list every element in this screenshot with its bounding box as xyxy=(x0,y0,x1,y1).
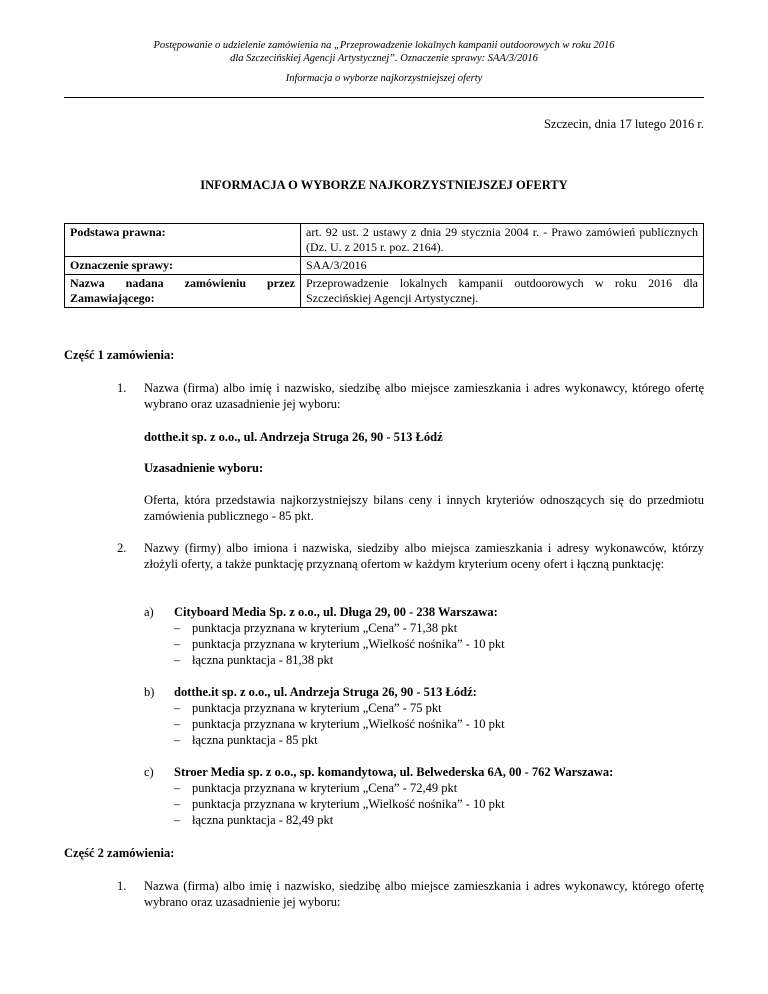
dash-bullet: – xyxy=(174,781,181,795)
item-text: Nazwa (firma) albo imię i nazwisko, siedzibę albo miejsce zamieszkania i adres wykonawcy, którego ofertę wybrano oraz uzasadnienie jej wyboru: xyxy=(144,381,704,411)
bidder-name: dotthe.it sp. z o.o., ul. Andrzeja Struga 26, 90 - 513 Łódź: xyxy=(174,685,477,699)
dash-bullet: – xyxy=(174,813,181,827)
dash-bullet: – xyxy=(174,717,181,731)
dash-bullet: – xyxy=(174,653,181,667)
bidder-letter: b) xyxy=(144,685,155,699)
dash-bullet: – xyxy=(174,637,181,651)
header-line-2: dla Szczecińskiej Agencji Artystycznej”. Oznaczenie sprawy: SAA/3/2016 xyxy=(230,53,538,64)
place-date: Szczecin, dnia 17 lutego 2016 r. xyxy=(543,117,704,131)
part-1-title: Część 1 zamówienia: xyxy=(64,348,175,362)
item-text: Nazwy (firmy) albo imiona i nazwiska, siedziby albo miejsca zamieszkania i adresy wykonawców, którzy złożyli oferty, a także punktację przyznaną ofertom w każdym kryterium oceny ofert i łączną punktację: xyxy=(144,541,704,571)
list-item: – punktacja przyznana w kryterium „Cena” - 75 pkt xyxy=(174,701,442,715)
item-number: 2. xyxy=(117,541,127,555)
document-header xyxy=(64,39,704,85)
list-item: – łączna punktacja - 85 pkt xyxy=(174,733,318,747)
dash-bullet: – xyxy=(174,701,181,715)
list-item: – punktacja przyznana w kryterium „Cena” - 71,38 pkt xyxy=(174,621,458,635)
list-item: – punktacja przyznana w kryterium „Cena” - 72,49 pkt xyxy=(174,781,458,795)
item-number: 1. xyxy=(117,879,127,893)
basis-label: Podstawa prawna: xyxy=(65,224,301,257)
dash-bullet: – xyxy=(174,621,181,635)
part-2-title: Część 2 zamówienia: xyxy=(64,846,175,860)
bidder-letter: a) xyxy=(144,605,154,619)
list-item: – łączna punktacja - 81,38 pkt xyxy=(174,653,334,667)
dash-bullet: – xyxy=(174,733,181,747)
name-value: Przeprowadzenie lokalnych kampanii outdoorowych w roku 2016 dla Szczecińskiej Agencji Artystycznej. xyxy=(301,275,704,308)
list-item: – punktacja przyznana w kryterium „Wielkość nośnika” - 10 pkt xyxy=(174,717,505,731)
name-label: Nazwa nadana zamówieniu przez Zamawiającego: xyxy=(65,275,301,308)
basis-value: art. 92 ust. 2 ustawy z dnia 29 stycznia 2004 r. - Prawo zamówień publicznych (Dz. U. z 2015 r. poz. 2164). xyxy=(301,224,704,257)
case-value: SAA/3/2016 xyxy=(301,257,704,275)
header-line-1: Postępowanie o udzielenie zamówienia na „Przeprowadzenie lokalnych kampanii outdoorowych w roku 2016 xyxy=(153,40,615,51)
winner-name: dotthe.it sp. z o.o., ul. Andrzeja Struga 26, 90 - 513 Łódź xyxy=(144,430,443,444)
justification-text: Oferta, która przedstawia najkorzystniejszy bilans ceny i innych kryteriów odnoszących się do przedmiotu zamówienia publicznego - 85 pkt. xyxy=(144,493,704,523)
bidder-letter: c) xyxy=(144,765,154,779)
dash-bullet: – xyxy=(174,797,181,811)
list-item: – łączna punktacja - 82,49 pkt xyxy=(174,813,334,827)
header-line-3: Informacja o wyborze najkorzystniejszej oferty xyxy=(285,73,483,84)
header-divider xyxy=(64,97,704,98)
list-item: – punktacja przyznana w kryterium „Wielkość nośnika” - 10 pkt xyxy=(174,797,505,811)
info-table xyxy=(64,223,704,308)
item-number: 1. xyxy=(117,381,127,395)
bidder-name: Stroer Media sp. z o.o., sp. komandytowa, ul. Belwederska 6A, 00 - 762 Warszawa: xyxy=(174,765,614,779)
case-label: Oznaczenie sprawy: xyxy=(65,257,301,275)
justification-title: Uzasadnienie wyboru: xyxy=(144,461,264,475)
bidder-name: Cityboard Media Sp. z o.o., ul. Długa 29, 00 - 238 Warszawa: xyxy=(174,605,498,619)
list-item: – punktacja przyznana w kryterium „Wielkość nośnika” - 10 pkt xyxy=(174,637,505,651)
document-title: INFORMACJA O WYBORZE NAJKORZYSTNIEJSZEJ OFERTY xyxy=(200,178,568,192)
item-text: Nazwa (firma) albo imię i nazwisko, siedzibę albo miejsce zamieszkania i adres wykonawcy, którego ofertę wybrano oraz uzasadnienie jej wyboru: xyxy=(144,879,704,909)
